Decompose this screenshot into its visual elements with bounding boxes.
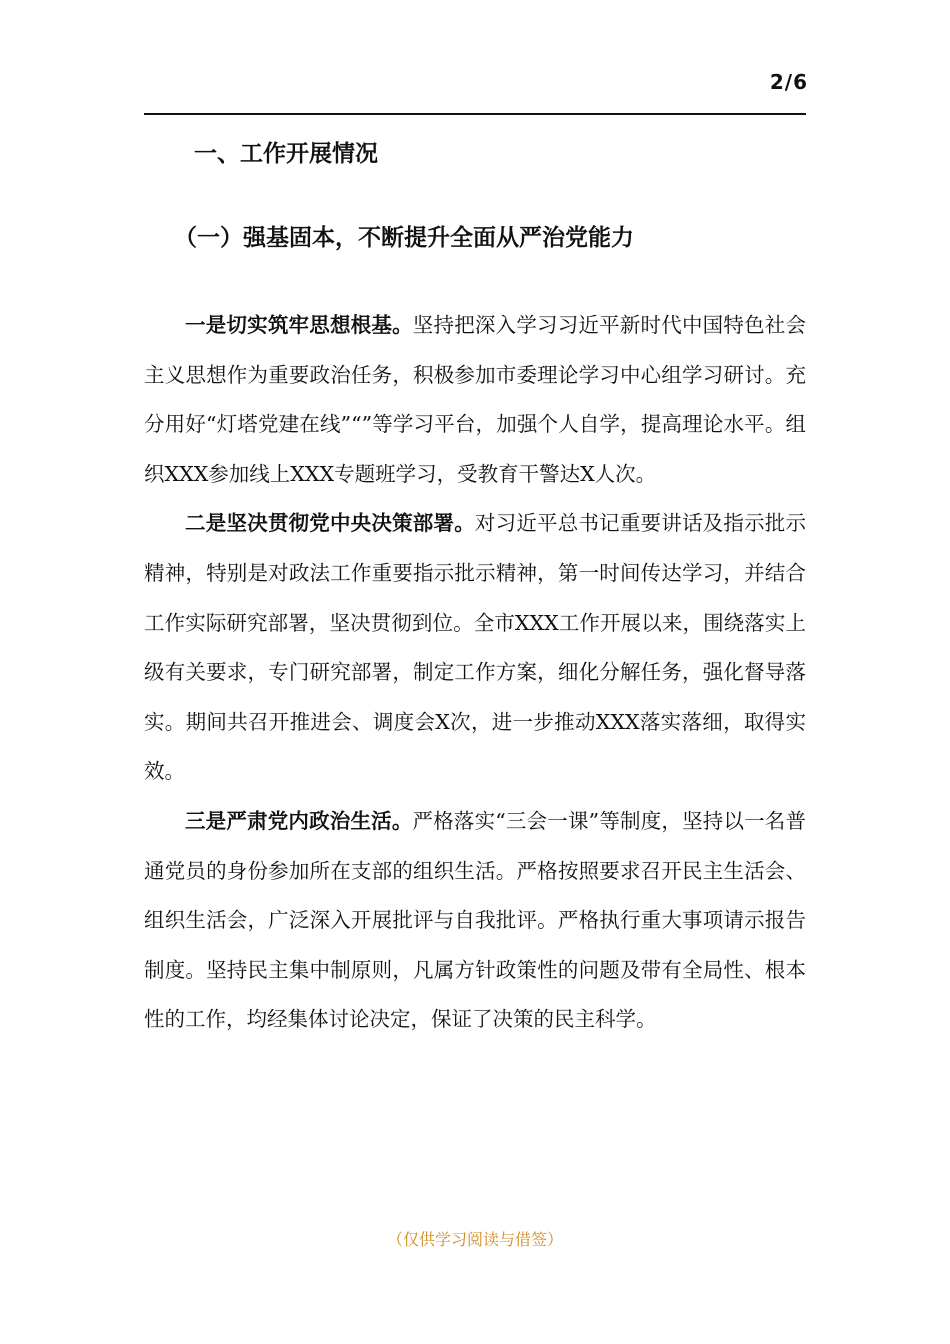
paragraph-3-body: 严格落实“三会一课”等制度，坚持以一名普通党员的身份参加所在支部的组织生活。严格按照要求召开民主生活会、组织生活会，广泛深入开展批评与自我批评。严格执行重大事项请示报告制度。坚持民主集中制原则，凡属方针政策性的问题及带有全局性、根本性的工作，均经集体讨论决定，保证了决策的民主科学。 bbox=[144, 808, 806, 1032]
paragraph-1-lead: 一是切实筑牢思想根基。 bbox=[185, 313, 413, 337]
page-number: 2/6 bbox=[769, 70, 808, 94]
paragraph-1-body: 坚持把深入学习习近平新时代中国特色社会主义思想作为重要政治任务，积极参加市委理论学习中心组学习研讨。充分用好“灯塔党建在线”“”等学习平台，加强个人自学，提高理论水平。组织XXX参加线上XXX专题班学习，受教育干警达X人次。 bbox=[144, 313, 807, 486]
section-heading: 一、工作开展情况 bbox=[194, 141, 378, 167]
header-rule bbox=[144, 113, 806, 115]
paragraph-3-lead: 三是严肃党内政治生活。 bbox=[185, 808, 413, 833]
document-body bbox=[144, 130, 806, 1045]
paragraph-2-body: 对习近平总书记重要讲话及指示批示精神，特别是对政法工作重要指示批示精神，第一时间传达学习，并结合工作实际研究部署，坚决贯彻到位。全市XXX工作开展以来，围绕落实上级有关要求，专门研究部署，制定工作方案，细化分解任务，强化督导落实。期间共召开推进会、调度会X次，进一步推动XXX落实落细，取得实效。 bbox=[144, 511, 807, 784]
paragraph-2 bbox=[144, 499, 806, 797]
paragraph-3 bbox=[144, 797, 806, 1045]
footer-note: （仅供学习阅读与借签） bbox=[386, 1230, 563, 1249]
subsection-heading: （一）强基固本，不断提升全面从严治党能力 bbox=[174, 225, 634, 251]
paragraph-2-lead: 二是坚决贯彻党中央决策部署。 bbox=[185, 511, 475, 536]
paragraph-1 bbox=[144, 301, 806, 499]
